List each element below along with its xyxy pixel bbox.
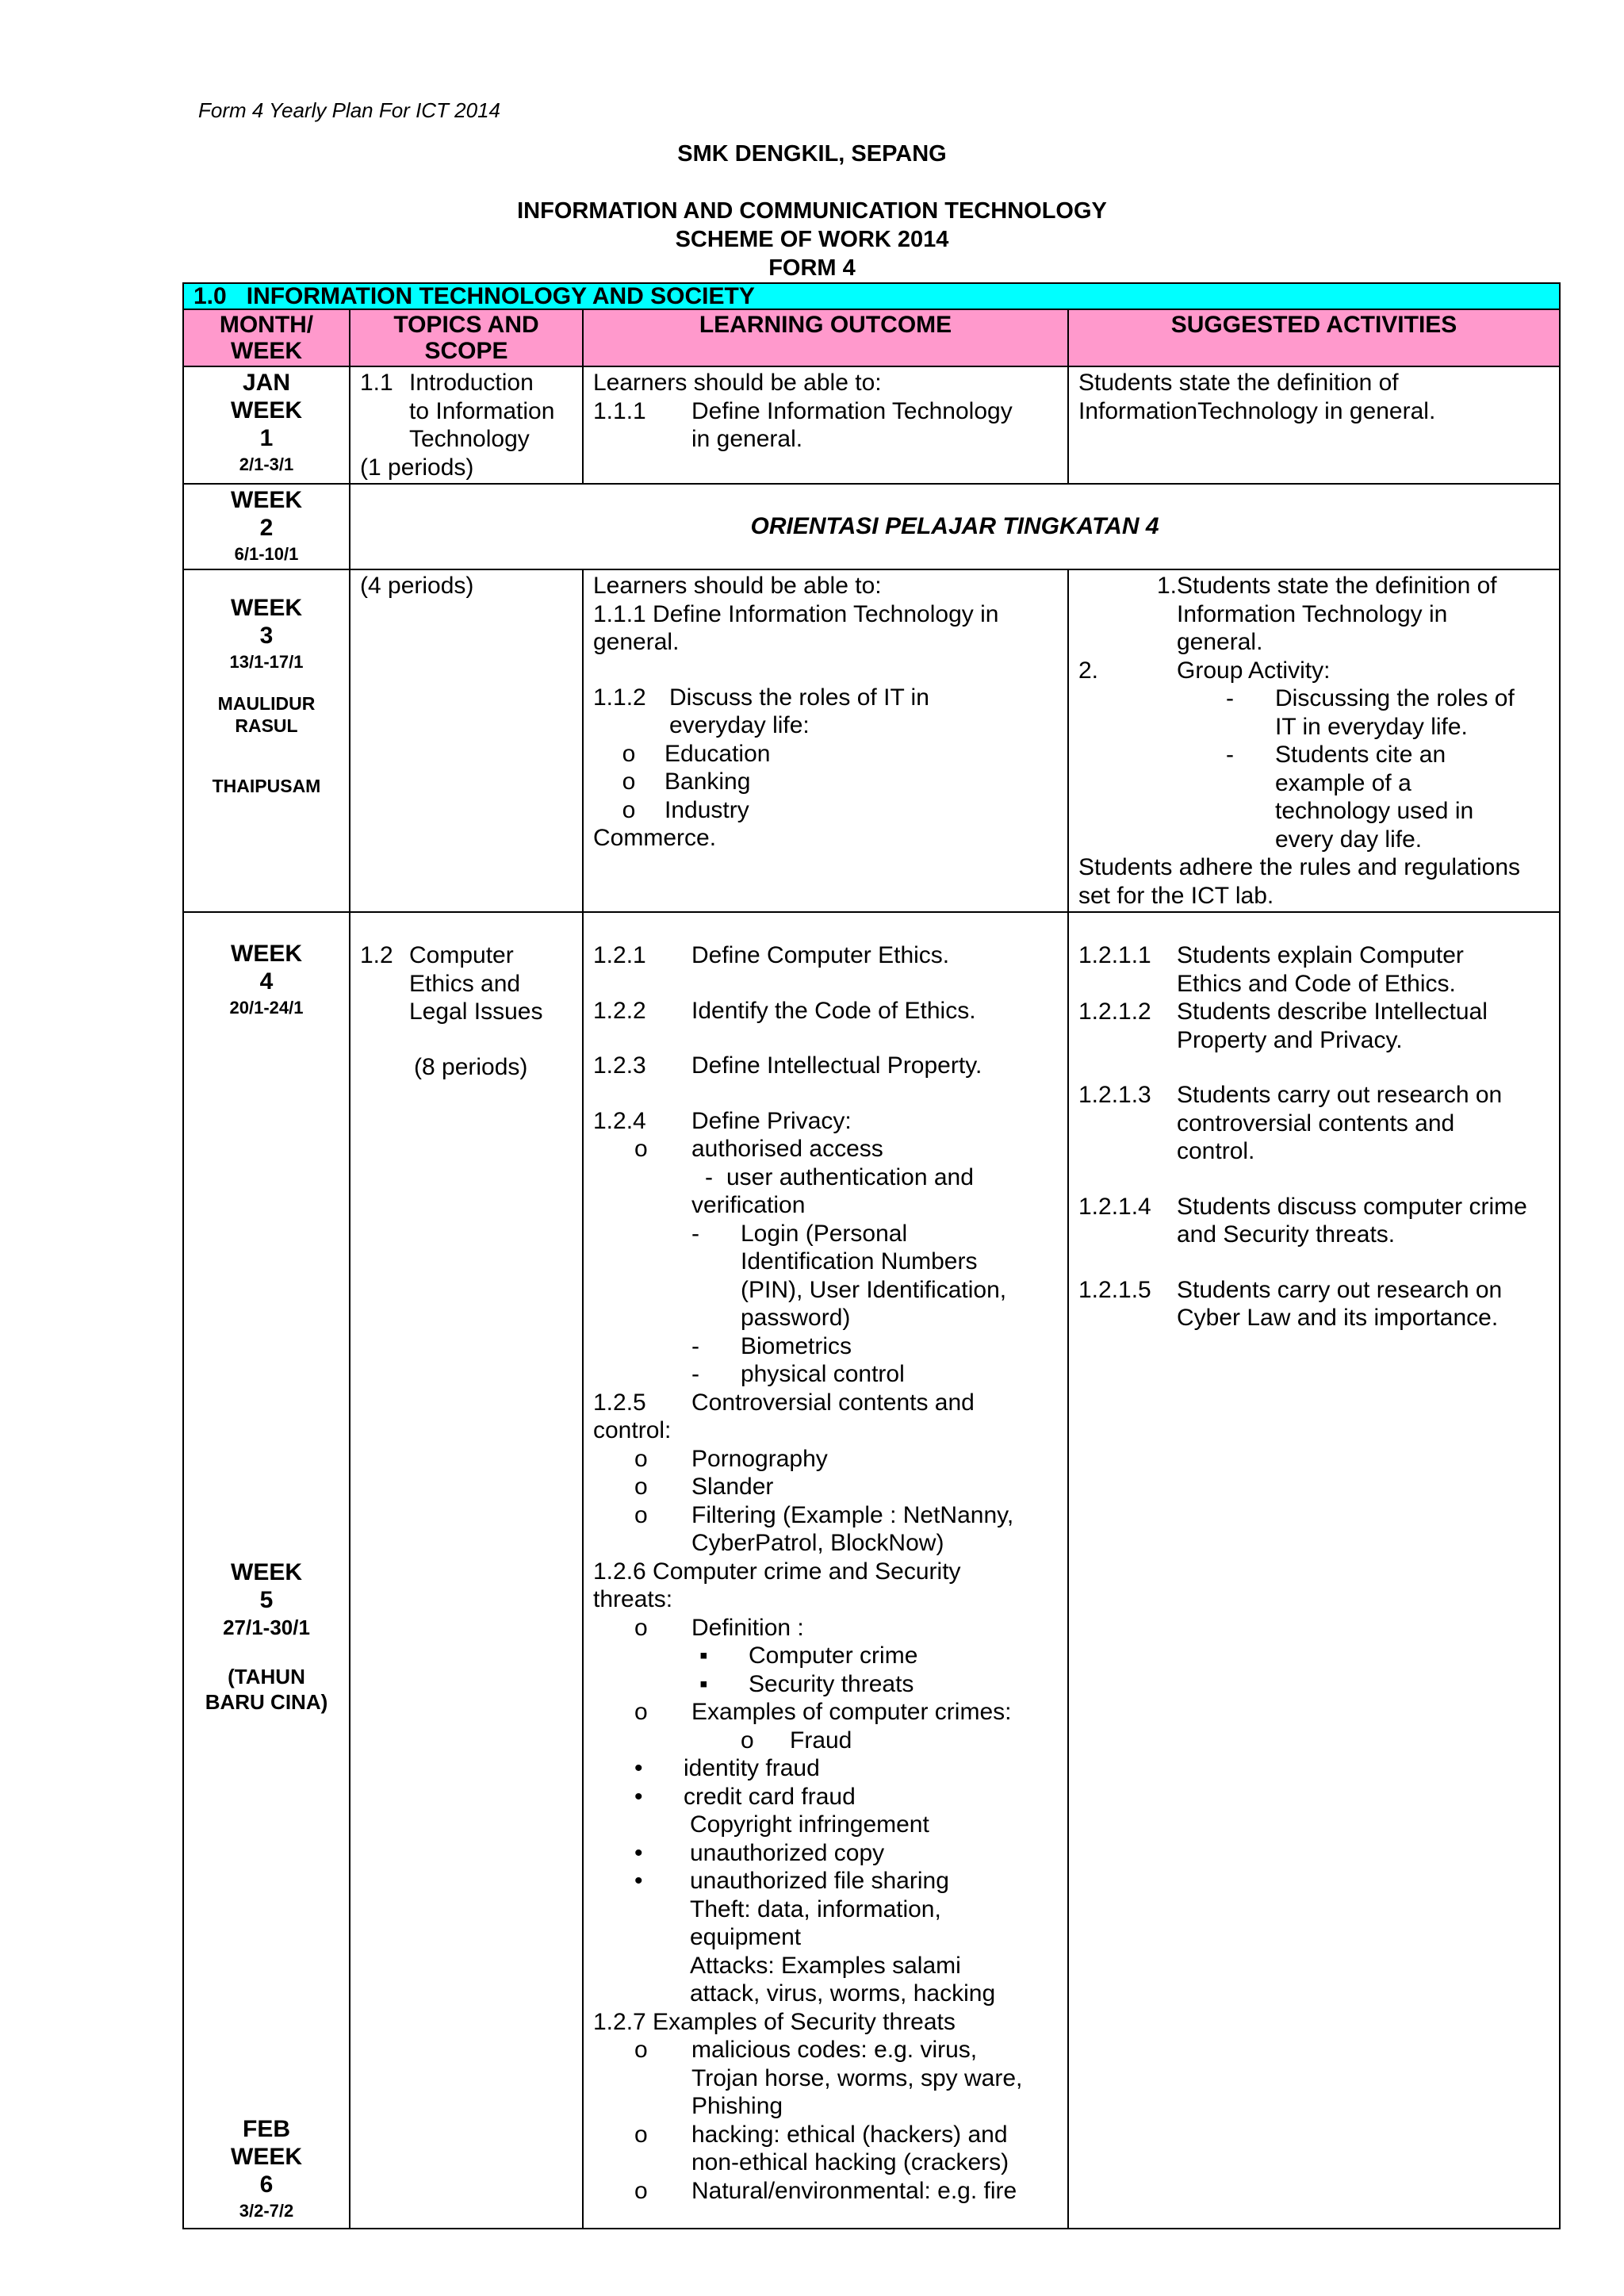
topic-cell: 1.1 Introduction to Information Technology (1 periods) <box>350 366 583 484</box>
column-header-row <box>183 309 1560 366</box>
circle-bullet-icon: o <box>634 1501 648 1528</box>
week-5-block: WEEK 5 27/1-30/1 (TAHUN BARU CINA) <box>184 1558 349 1715</box>
outcome-cell: Learners should be able to: 1.1.1 Define Information Technology in general. <box>583 366 1068 484</box>
activities-cell: 1.2.1.1 Students explain Computer Ethics and Code of Ethics. 1.2.1.2 Students describe Intellectual Property and Privacy. 1.2.1.3 Students carry out research on controversial contents and control. 1.2.1.4 Students discuss computer crime and Security threats. 1.2.1.5 Students carry out research on Cyber Law and its importance. <box>1068 912 1560 2229</box>
table-row <box>183 484 1560 569</box>
dash-bullet-icon: - <box>705 1163 713 1190</box>
dot-bullet-icon: • <box>634 1755 643 1781</box>
section-header-row <box>183 283 1560 309</box>
week-cell <box>183 912 350 2229</box>
header-note: Form 4 Yearly Plan For ICT 2014 <box>198 98 501 122</box>
outcome-column-header: LEARNING OUTCOME <box>583 309 1068 366</box>
week-column-header: MONTH/ WEEK <box>183 309 350 366</box>
dash-bullet-icon: - <box>1226 685 1234 711</box>
section-name: INFORMATION TECHNOLOGY AND SOCIETY <box>246 283 755 309</box>
table-row <box>183 569 1560 912</box>
circle-bullet-icon: o <box>634 1614 648 1641</box>
week-cell: WEEK 2 6/1-10/1 <box>183 484 350 569</box>
section-title <box>183 283 1560 309</box>
dot-bullet-icon: • <box>634 1868 643 1894</box>
dash-bullet-icon: - <box>691 1332 699 1359</box>
holiday-label: MAULIDUR <box>217 693 316 714</box>
outcome-cell: Learners should be able to: 1.1.1 Define Information Technology in general. 1.1.2 Discuss the roles of IT in everyday life: o Education o Banking o Industry Commerce. <box>583 569 1068 912</box>
dash-bullet-icon: - <box>691 1220 699 1247</box>
title-line: INFORMATION AND COMMUNICATION TECHNOLOGY <box>517 198 1107 224</box>
circle-bullet-icon: o <box>634 1445 648 1472</box>
activities-cell: Students state the definition of InformationTechnology in general. <box>1068 366 1560 484</box>
circle-bullet-icon: o <box>634 2037 648 2063</box>
circle-bullet-icon: o <box>622 740 636 767</box>
circle-bullet-icon: o <box>634 1136 648 1162</box>
holiday-label: THAIPUSAM <box>212 776 321 796</box>
title-line: FORM 4 <box>768 255 856 281</box>
orientation-banner: ORIENTASI PELAJAR TINGKATAN 4 <box>350 484 1560 569</box>
school-name: SMK DENGKIL, SEPANG <box>677 141 947 167</box>
square-bullet-icon: ▪ <box>699 1670 708 1697</box>
square-bullet-icon: ▪ <box>699 1642 708 1669</box>
week-6-block: FEB WEEK 6 3/2-7/2 <box>231 2116 302 2221</box>
table-row <box>183 912 1560 2229</box>
activities-column-header: SUGGESTED ACTIVITIES <box>1068 309 1560 366</box>
week-cell: JAN WEEK 1 2/1-3/1 <box>183 366 350 484</box>
circle-bullet-icon: o <box>622 769 636 795</box>
circle-bullet-icon: o <box>634 2177 648 2204</box>
circle-bullet-icon: o <box>634 1699 648 1725</box>
scheme-of-work-table <box>182 282 1561 2229</box>
table-row <box>183 366 1560 484</box>
title-line: SCHEME OF WORK 2014 <box>675 227 949 252</box>
circle-bullet-icon: o <box>634 1474 648 1500</box>
circle-bullet-icon: o <box>741 1727 754 1754</box>
section-number: 1.0 <box>193 283 227 309</box>
activities-cell: 1.Students state the definition of Information Technology in general. 2. Group Activity: - Discussing the roles of IT in everyday life. - Students cite an example of a technology used in every day life. Students adhere the rules and regulations set for the ICT lab. <box>1068 569 1560 912</box>
week-cell: WEEK 3 13/1-17/1 MAULIDUR RASUL THAIPUSAM <box>183 569 350 912</box>
document-title <box>0 197 1624 282</box>
topic-cell: 1.2 Computer Ethics and Legal Issues (8 periods) <box>350 912 583 2229</box>
circle-bullet-icon: o <box>634 2121 648 2148</box>
topic-cell: (4 periods) <box>350 569 583 912</box>
dot-bullet-icon: • <box>634 1839 643 1866</box>
dot-bullet-icon: • <box>634 1783 643 1810</box>
dash-bullet-icon: - <box>691 1361 699 1387</box>
topics-column-header: TOPICS AND SCOPE <box>350 309 583 366</box>
dash-bullet-icon: - <box>1226 742 1234 768</box>
week-4-block: WEEK 4 20/1-24/1 <box>229 941 304 1018</box>
holiday-label: (TAHUN <box>228 1665 305 1688</box>
outcome-cell: 1.2.1 Define Computer Ethics. 1.2.2 Identify the Code of Ethics. 1.2.3 Define Intellectual Property. 1.2.4 Define Privacy: o authorised access - user authentication and verification - Login (Personal Identification Numbers (PIN), User Identification, password) - Biometrics - physical control 1.2.5 Controversial contents and control: o Pornography o Slander o Filtering (Example : NetNanny, CyberPatrol, BlockNow) 1.2.6 Computer crime and Security threats: o Definition : ▪ Computer crime ▪ Security threats o Examples of computer crimes: o Fraud • identity fraud • credit card fraud Copyright infringement • unauthorized copy • unauthorized file sharing Theft: data, information, equipment Attacks: Examples salami attack, virus, worms, hacking 1.2.7 Examples of Security threats o malicious codes: e.g. virus, Trojan horse, worms, spy ware, Phishing o hacking: ethical (hackers) and non-ethical hacking (crackers) o Natural/environmental: e.g. fire <box>583 912 1068 2229</box>
circle-bullet-icon: o <box>622 796 636 823</box>
